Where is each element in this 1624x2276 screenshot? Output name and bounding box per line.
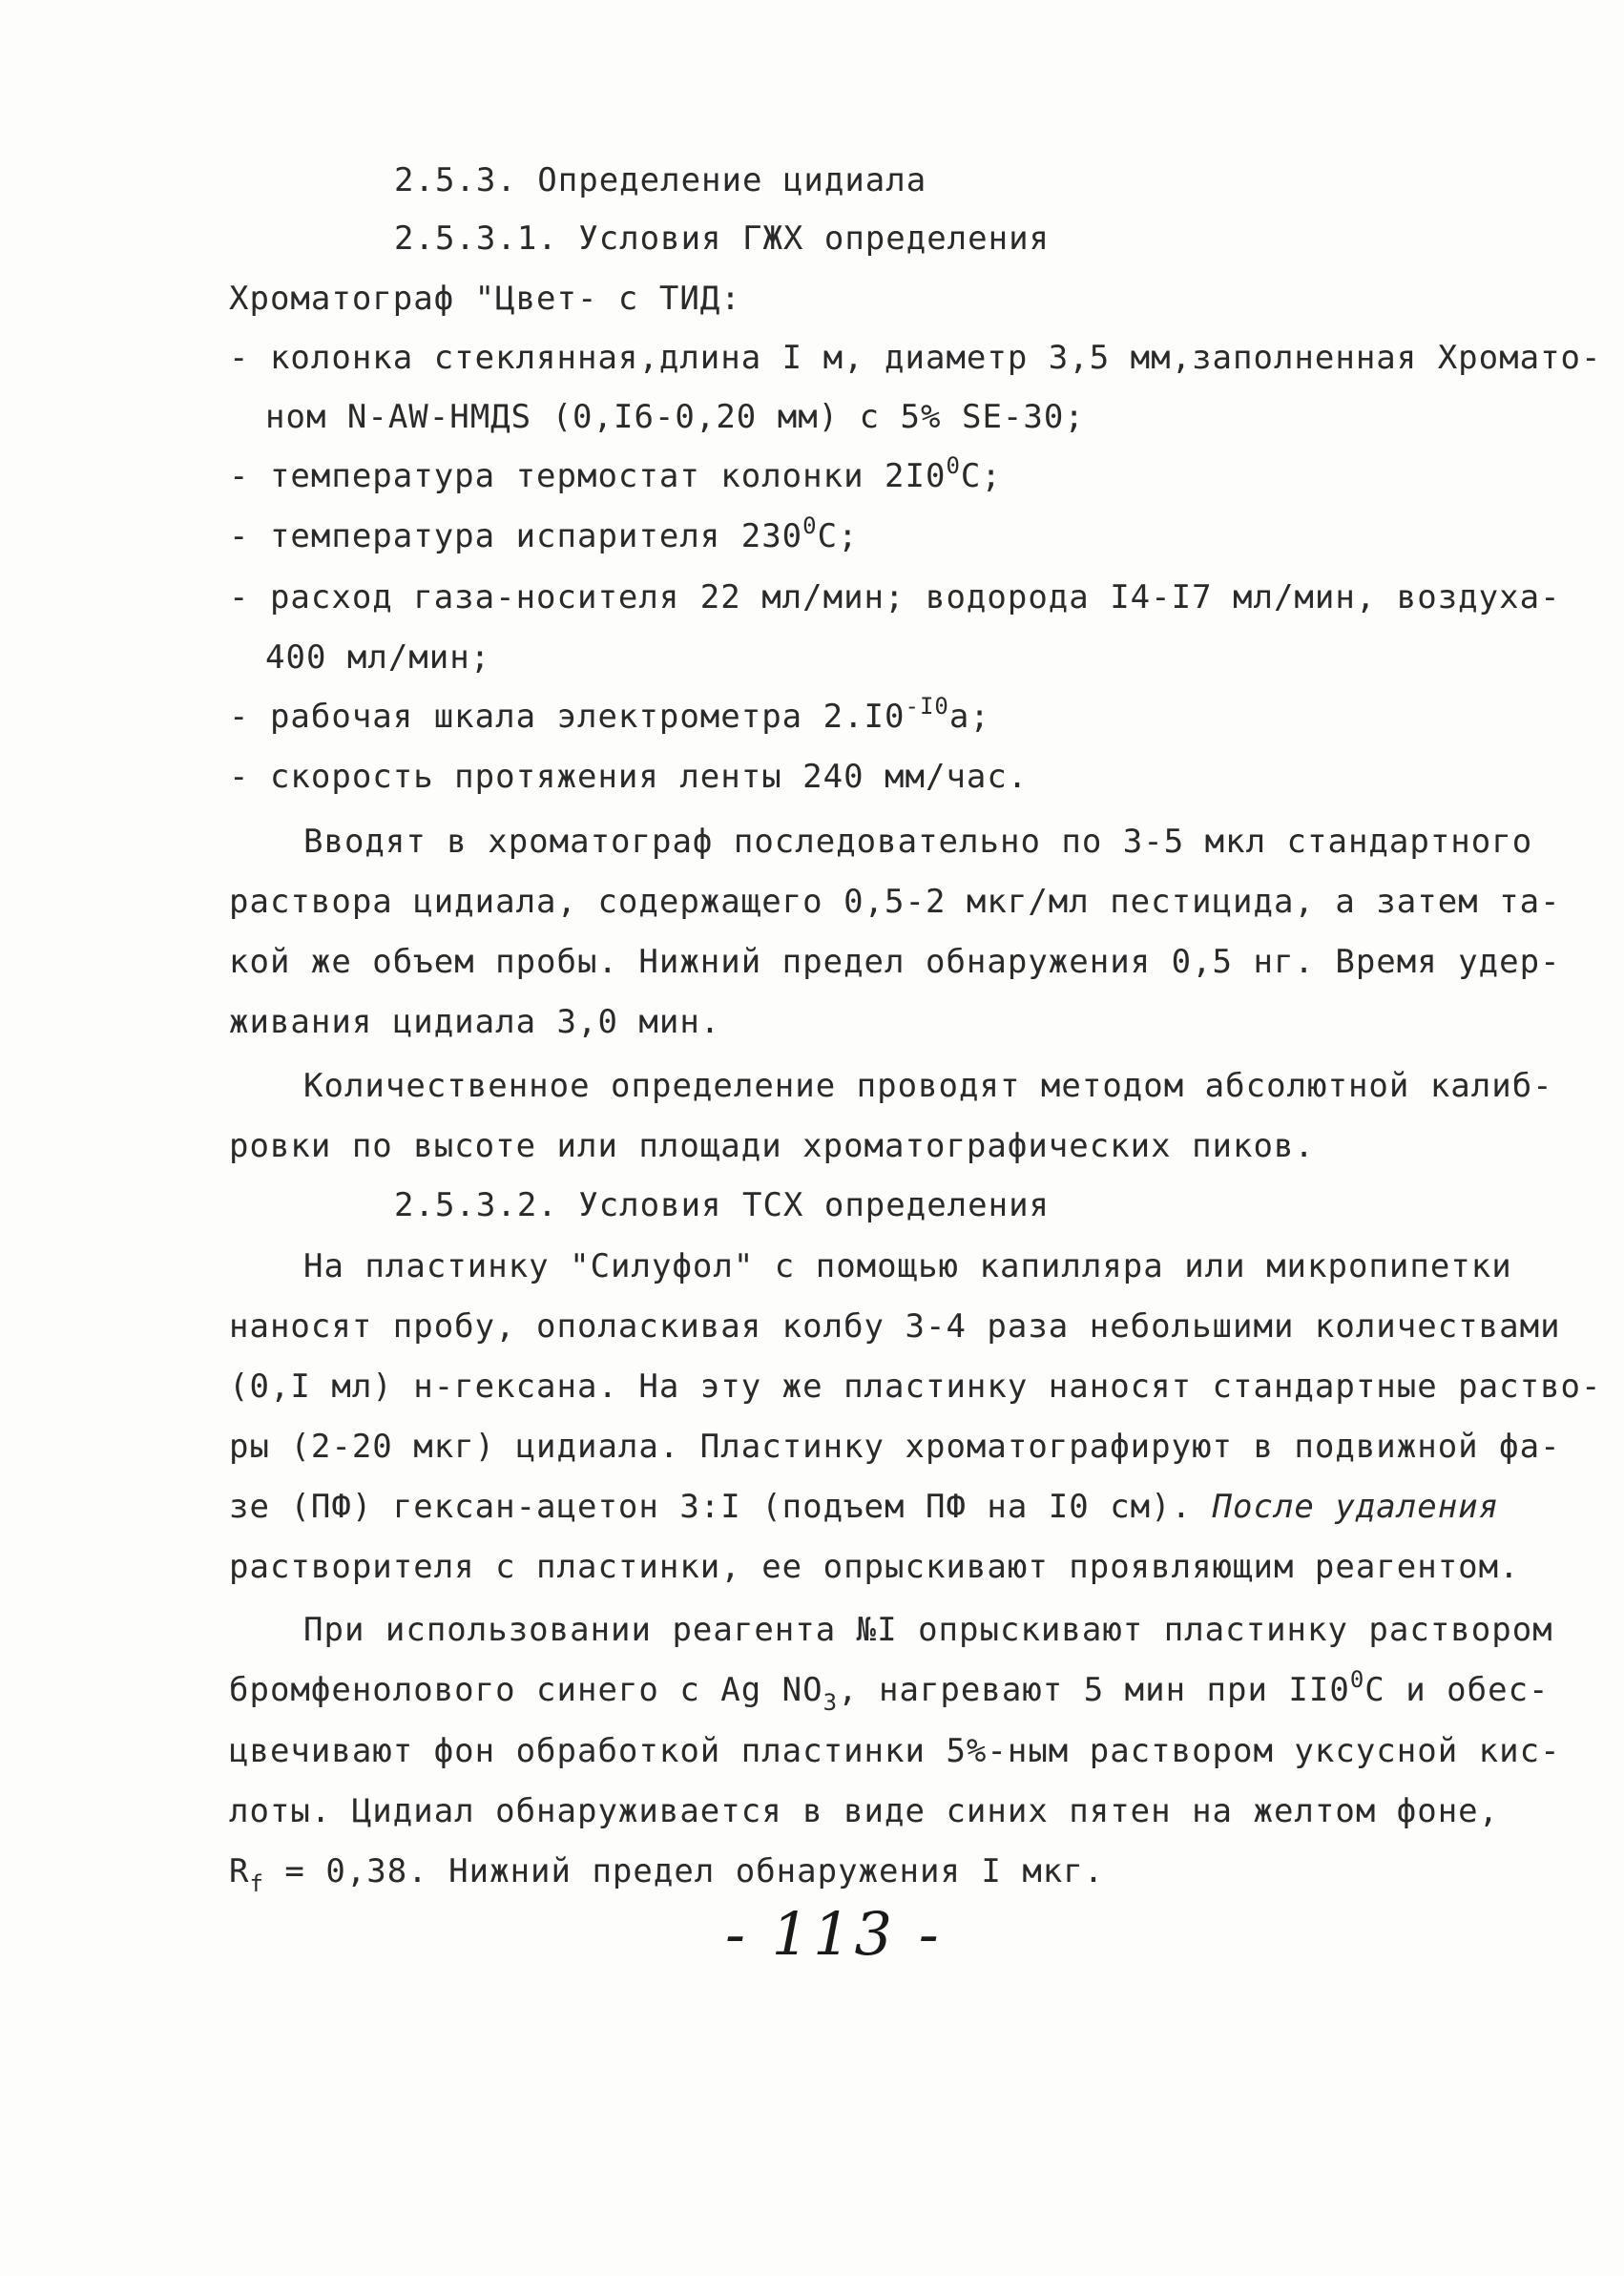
reagent-line-2-text: бромфенолового синего с Ag NO: [229, 1671, 823, 1709]
evaporator-temp-text: - температура испарителя 230: [229, 517, 803, 555]
paragraph-reagent-line-1: При использовании реагента №I опрыскивают пластинку раствором: [303, 1611, 1553, 1649]
reagent-nitrate-subscript: 3: [822, 1689, 839, 1716]
paragraph-injection-line-2: раствора цидиала, содержащего 0,5-2 мкг/мл пестицида, а затем та-: [229, 883, 1561, 921]
condition-column-line-2: ном N-AW-НМДS (0,I6-0,20 мм) с 5% SE-30;: [265, 398, 1085, 436]
reagent-line-2-mid: , нагревают 5 мин при II0: [838, 1671, 1350, 1709]
condition-electrometer-scale: [229, 693, 990, 736]
electrometer-unit: а;: [948, 698, 990, 736]
column-temp-degree: 0: [946, 452, 961, 479]
column-temp-unit: С;: [960, 457, 1002, 495]
chromatograph-line: Хроматограф "Цвет- с ТИД:: [229, 280, 741, 318]
condition-column-line-1: - колонка стеклянная,длина I м, диаметр 3,5 мм,заполненная Хромато-: [229, 339, 1602, 377]
reagent-line-2-end: С и обес-: [1364, 1671, 1550, 1709]
reagent-degree: 0: [1349, 1666, 1365, 1693]
electrometer-text: - рабочая шкала электрометра 2.I0: [229, 698, 906, 736]
evaporator-temp-degree: 0: [802, 512, 818, 539]
paragraph-tlc-line-5: [229, 1488, 1500, 1526]
page-number: - 113 -: [725, 1899, 943, 1969]
tlc-line-5-italic: После удаления: [1212, 1488, 1500, 1526]
paragraph-injection-line-1: Вводят в хроматограф последовательно по 3-5 мкл стандартного: [303, 823, 1533, 861]
rf-symbol: R: [229, 1852, 250, 1890]
paragraph-tlc-line-3: (0,I мл) н-гексана. На эту же пластинку наносят стандартные раство-: [229, 1368, 1602, 1406]
paragraph-injection-line-4: живания цидиала 3,0 мин.: [229, 1003, 721, 1041]
condition-gas-flow-line-1: - расход газа-носителя 22 мл/мин; водорода I4-I7 мл/мин, воздуха-: [229, 578, 1561, 616]
rf-value-text: = 0,38. Нижний предел обнаружения I мкг.: [263, 1852, 1105, 1890]
paragraph-reagent-line-4: лоты. Цидиал обнаруживается в виде синих пятен на желтом фоне,: [229, 1792, 1500, 1830]
paragraph-reagent-line-2: [229, 1666, 1550, 1716]
section-heading: 2.5.3. Определение цидиала: [394, 161, 927, 199]
condition-gas-flow-line-2: 400 мл/мин;: [265, 638, 491, 677]
paragraph-tlc-line-4: ры (2-20 мкг) цидиала. Пластинку хроматографируют в подвижной фа-: [229, 1428, 1561, 1466]
condition-column-temperature: [229, 452, 1002, 495]
evaporator-temp-unit: С;: [817, 517, 859, 555]
condition-evaporator-temperature: [229, 512, 859, 555]
rf-subscript: f: [249, 1870, 264, 1897]
paragraph-tlc-line-1: На пластинку "Силуфол" с помощью капилляра или микропипетки: [303, 1247, 1512, 1285]
paragraph-reagent-line-3: цвечивают фон обработкой пластинки 5%-ным раствором уксусной кис-: [229, 1732, 1561, 1770]
condition-tape-speed: - скорость протяжения ленты 240 мм/час.: [229, 758, 1029, 796]
subsection-heading-gc: 2.5.3.1. Условия ГЖХ определения: [394, 219, 1051, 258]
electrometer-exponent: -I0: [905, 693, 949, 720]
subsection-heading-tlc: 2.5.3.2. Условия ТСХ определения: [394, 1186, 1051, 1224]
paragraph-calibration-line-1: Количественное определение проводят методом абсолютной калиб-: [303, 1067, 1553, 1105]
paragraph-calibration-line-2: ровки по высоте или площади хроматографических пиков.: [229, 1127, 1315, 1165]
column-temp-text: - температура термостат колонки 2I0: [229, 457, 947, 495]
paragraph-injection-line-3: кой же объем пробы. Нижний предел обнаружения 0,5 нг. Время удер-: [229, 943, 1561, 981]
paragraph-tlc-line-6: растворителя с пластинки, ее опрыскивают проявляющим реагентом.: [229, 1548, 1520, 1586]
tlc-line-5-text: зе (ПФ) гексан-ацетон 3:I (подъем ПФ на I0 см).: [229, 1488, 1213, 1526]
paragraph-tlc-line-2: наносят пробу, ополаскивая колбу 3-4 раза небольшими количествами: [229, 1307, 1561, 1346]
paragraph-reagent-line-5: [229, 1852, 1105, 1897]
